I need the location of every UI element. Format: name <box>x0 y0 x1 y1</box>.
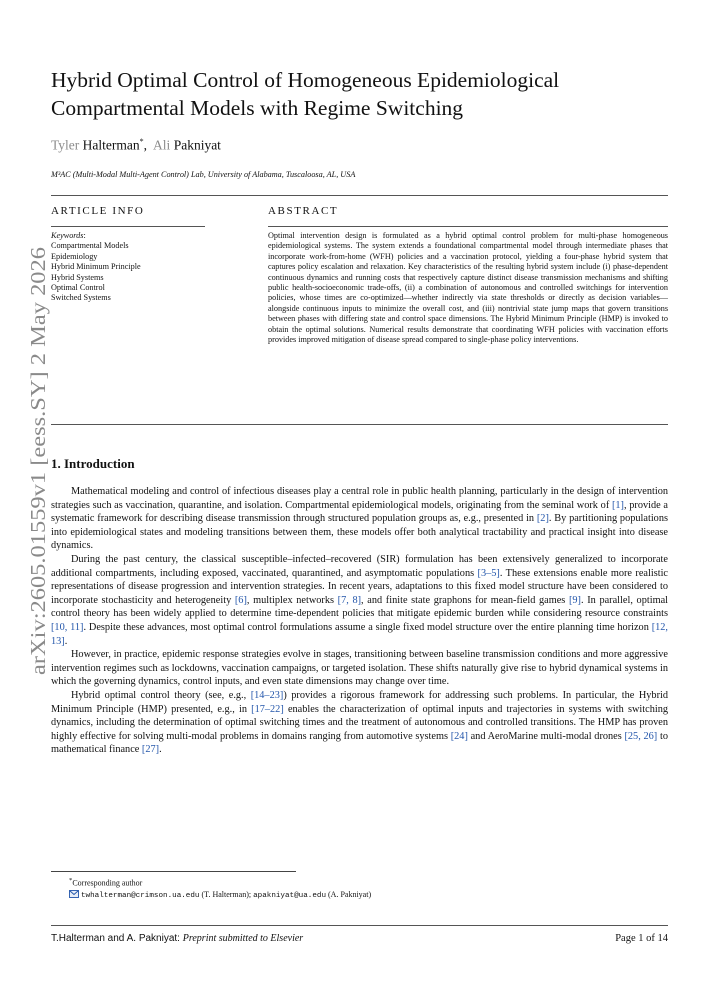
article-info-heading: ARTICLE INFO <box>51 205 145 217</box>
email-link[interactable]: apakniyat@ua.edu <box>253 891 327 900</box>
abstract-heading: ABSTRACT <box>268 205 339 217</box>
citation-link[interactable]: [7, 8] <box>337 594 362 606</box>
abstract-end-divider <box>51 424 668 425</box>
keywords-colon: : <box>83 231 86 240</box>
introduction-body <box>51 485 668 757</box>
keywords-label: Keywords <box>51 231 84 240</box>
footnote-mark: * <box>69 877 73 884</box>
citation-link[interactable]: [3–5] <box>477 567 500 579</box>
footer-authors: T.Halterman and A. Pakniyat: <box>51 933 183 944</box>
header-divider <box>51 195 668 196</box>
abstract-text: Optimal intervention design is formulated as a hybrid optimal control problem for multi-phase homogeneous epidemiological systems. The system extends a foundational compartmental model through intermediate phases that incorporate work-from-home (WFH) policies and a vaccination protocol, yielding a four-phase hybrid system that captures policy escalation and relaxation. Key characteristics of the resulting hybrid system include (i) phase-dependent continuous dynamics and running costs that respectively capture distinct disease transmission mechanisms and shifting public health-socioeconomic trade-offs, (ii) a combination of autonomous and controlled switchings for intervention policies, whose times are co-optimized—whether indirectly via state thresholds or directly as decision variables—alongside continuous inputs to minimize the overall cost, and (iii) nontrivial state jump maps that govern transitions between phases with differing state and control space dimensions. The Hybrid Minimum Principle (HMP) is invoked to obtain the optimal solutions. Numerical results demonstrate that coordinating WFH policies with vaccination efforts provides improved mitigation of disease spread compared to single-phase policy interventions. <box>268 231 668 345</box>
author-separator: , <box>143 137 148 153</box>
keyword-item: Switched Systems <box>51 293 111 303</box>
keyword-item: Epidemiology <box>51 251 98 261</box>
footnote-name: (T. Halterman); <box>199 889 254 899</box>
footnote-divider <box>51 871 296 872</box>
keyword-item: Compartmental Models <box>51 241 129 251</box>
arxiv-stamp <box>18 245 54 685</box>
author1-family-name: Halterman <box>82 137 140 153</box>
keyword-item: Hybrid Minimum Principle <box>51 262 141 272</box>
citation-link[interactable]: [6] <box>234 594 247 606</box>
paper-title: Hybrid Optimal Control of Homogeneous Epidemiological Compartmental Models with Regime Switching <box>51 68 560 120</box>
email-link[interactable]: twhalterman@crimson.ua.edu <box>81 891 200 900</box>
citation-link[interactable]: [14–23] <box>250 689 284 701</box>
citation-link[interactable]: [9] <box>568 594 581 606</box>
citation-link[interactable]: [2] <box>536 513 549 525</box>
arxiv-stamp-text: arXiv:2605.01559v1 [eess.SY] 2 May 2026 <box>26 298 50 675</box>
paragraph: During the past century, the classical susceptible–infected–recovered (SIR) formulation has been extensively generalized to incorporate additional compartments, including exposed, vaccinated, quarantined, and asymptomatic populations [3–5]. These extensions enable more realistic representations of disease progression and intervention strategies. In recent years, adaptations to this fixed model structure have been considered to incorporate stochasticity and heterogeneity [6], multiplex networks [7, 8], and finite state graphons for mean-field games [9]. In parallel, optimal control theory has been widely applied to determine time-dependent policies that mitigate epidemic burden while considering resource constraints [10, 11]. Despite these advances, most optimal control formulations assume a single fixed model structure over the entire planning time horizon [12, 13]. <box>51 553 669 647</box>
paragraph: Mathematical modeling and control of infectious diseases play a central role in public health planning, particularly in the design of intervention strategies such as vaccination, quarantine, and isolation. Compartmental epidemiological models, originating from the seminal work of [1], provide a systematic framework for describing disease transmission through structured population groups as, e.g., presented in [2]. By partitioning populations into epidemiological states and modeling transitions between them, these models offer both analytical tractability and practical insight into disease dynamics. <box>51 486 669 552</box>
citation-link[interactable]: [27] <box>141 744 160 756</box>
keyword-item: Optimal Control <box>51 283 105 293</box>
footer-divider <box>51 925 668 926</box>
envelope-icon <box>69 890 79 898</box>
footnote-name: (A. Pakniyat) <box>326 889 372 899</box>
citation-link[interactable]: [12, 13] <box>51 621 669 647</box>
citation-link[interactable]: [25, 26] <box>624 730 658 742</box>
citation-link[interactable]: [10, 11] <box>51 621 84 633</box>
citation-link[interactable]: [1] <box>611 499 624 511</box>
citation-link[interactable]: [17–22] <box>251 703 284 715</box>
paragraph: However, in practice, epidemic response strategies evolve in stages, transitioning between baseline transmission conditions and more aggressive intervention regimes such as lockdowns, vaccination campaigns, or targeted isolation. These shifts naturally give rise to hybrid dynamical systems in which the governing dynamics, control inputs, and even state dimensions may change over time. <box>51 649 668 688</box>
author2-given-name: Ali <box>153 137 171 153</box>
paragraph: Hybrid optimal control theory (see, e.g., [14–23]) provides a rigorous framework for addressing such problems. In particular, the Hybrid Minimum Principle (HMP) presented, e.g., in [17–22] enables the characterization of optimal inputs and trajectories in systems with switching dynamics, including the determination of optimal switching times and the treatment of autonomous and controlled transitions. The HMP has proven highly effective for solving multi-modal problems in domains ranging from automotive systems [24] and AeroMarine multi-modal drones [25, 26] to mathematical finance [27]. <box>51 689 669 756</box>
affiliation: M³AC (Multi-Modal Multi-Agent Control) Lab, University of Alabama, Tuscaloosa, AL, USA <box>51 170 356 179</box>
author1-given-name: Tyler <box>51 137 80 153</box>
author2-family-name: Pakniyat <box>173 137 221 153</box>
article-info-divider <box>51 226 205 227</box>
author-list <box>51 137 221 154</box>
keywords-block <box>51 231 141 304</box>
citation-link[interactable]: [24] <box>450 730 468 742</box>
keyword-item: Hybrid Systems <box>51 272 104 282</box>
section-heading-introduction: 1. Introduction <box>51 456 135 471</box>
footer-citation <box>51 933 303 944</box>
corresponding-mark: * <box>139 137 144 146</box>
footer-journal: Preprint submitted to Elsevier <box>182 933 304 944</box>
page-number: Page 1 of 14 <box>615 933 668 944</box>
footnote <box>69 875 371 902</box>
footnote-label: Corresponding author <box>72 878 143 888</box>
abstract-divider <box>268 226 668 227</box>
